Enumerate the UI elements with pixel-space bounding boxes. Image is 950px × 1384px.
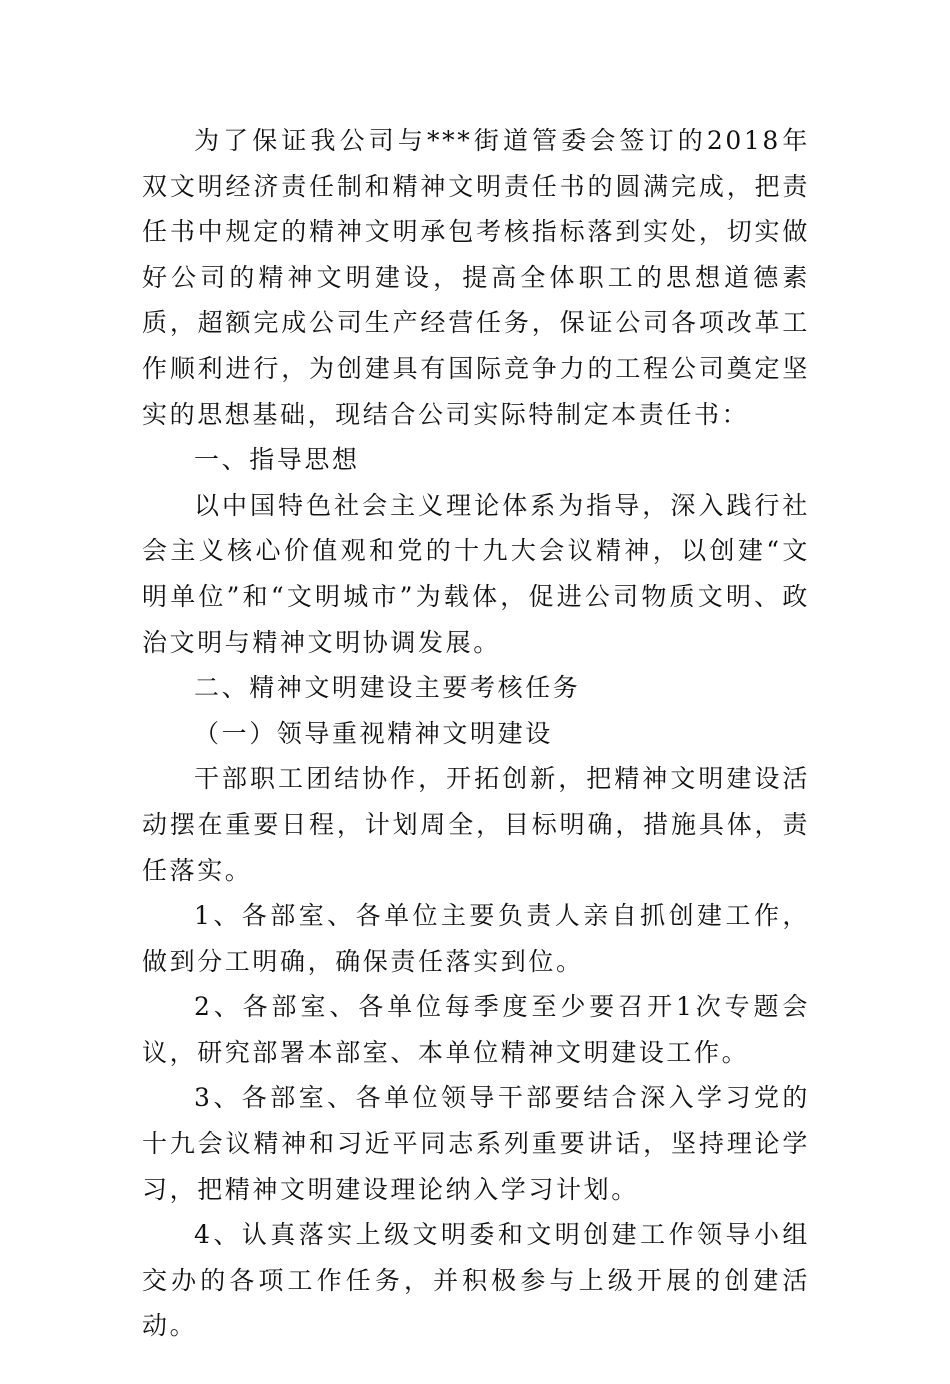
intro-paragraph: 为了保证我公司与***街道管委会签订的2018年双文明经济责任制和精神文明责任书的圆满完成，把责任书中规定的精神文明承包考核指标落到实处，切实做好公司的精神文明建设，提高全体职工的思想道德素质，超额完成公司生产经营任务，保证公司各项改革工作顺利进行，为创建具有国际竞争力的工程公司奠定坚实的思想基础，现结合公司实际特制定本责任书： (142, 126, 810, 429)
list-item-3: 3、各部室、各单位领导干部要结合深入学习党的十九会议精神和习近平同志系列重要讲话，坚持理论学习，把精神文明建设理论纳入学习计划。 (142, 1083, 810, 1204)
subsection-heading-leadership: （一）领导重视精神文明建设 (194, 718, 553, 748)
section-heading-guiding-ideology: 一、指导思想 (194, 445, 360, 475)
guiding-ideology-paragraph: 以中国特色社会主义理论体系为指导，深入践行社会主义核心价值观和党的十九大会议精神，以创建“文明单位”和“文明城市”为载体，促进公司物质文明、政治文明与精神文明协调发展。 (142, 490, 810, 657)
list-item-1: 1、各部室、各单位主要负责人亲自抓创建工作，做到分工明确，确保责任落实到位。 (142, 901, 810, 976)
document-body (142, 118, 810, 1349)
section-heading-main-tasks: 二、精神文明建设主要考核任务 (194, 673, 581, 703)
list-item-4: 4、认真落实上级文明委和文明创建工作领导小组交办的各项工作任务，并积极参与上级开展的创建活动。 (142, 1220, 810, 1341)
list-item-2: 2、各部室、各单位每季度至少要召开1次专题会议，研究部署本部室、本单位精神文明建设工作。 (142, 992, 810, 1067)
leadership-paragraph: 干部职工团结协作，开拓创新，把精神文明建设活动摆在重要日程，计划周全，目标明确，措施具体，责任落实。 (142, 764, 810, 885)
